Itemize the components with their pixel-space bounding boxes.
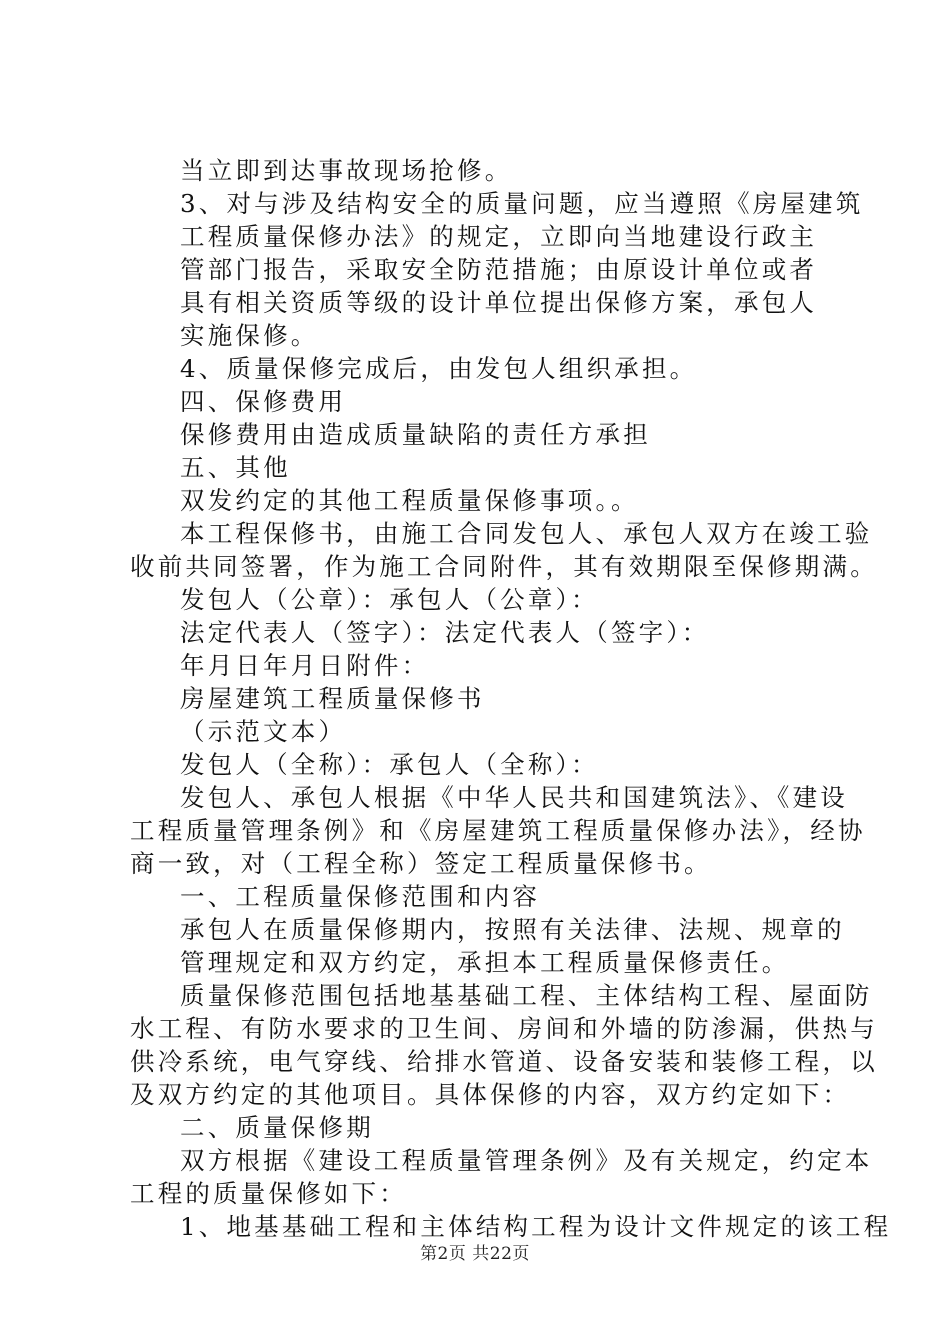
- text-line: 工程质量管理条例》和《房屋建筑工程质量保修办法》，经协: [130, 816, 866, 845]
- text-line: 工程质量保修办法》的规定，立即向当地建设行政主: [180, 222, 818, 251]
- document-subtitle: （示范文本）: [180, 717, 347, 746]
- text-line: 质量保修范围包括地基基础工程、主体结构工程、屋面防: [180, 981, 873, 1010]
- text-line: 管理规定和双方约定，承担本工程质量保修责任。: [180, 948, 790, 977]
- text-line: 发包人、承包人根据《中华人民共和国建筑法》、《建设: [180, 783, 848, 812]
- text-line: 发包人（公章）：承包人（公章）：: [180, 585, 599, 614]
- text-line: 年月日年月日附件：: [180, 651, 430, 680]
- text-line: 3、对与涉及结构安全的质量问题，应当遵照《房屋建筑: [180, 189, 864, 218]
- section-heading: 五、其他: [180, 453, 291, 482]
- text-line: 保修费用由造成质量缺陷的责任方承担: [180, 420, 651, 449]
- text-line: 承包人在质量保修期内，按照有关法律、法规、规章的: [180, 915, 845, 944]
- text-line: 水工程、有防水要求的卫生间、房间和外墙的防渗漏，供热与: [130, 1014, 878, 1043]
- text-line: 4、质量保修完成后，由发包人组织承担。: [180, 354, 698, 383]
- text-line: 本工程保修书，由施工合同发包人、承包人双方在竣工验: [180, 519, 873, 548]
- section-heading: 四、保修费用: [180, 387, 347, 416]
- text-line: 具有相关资质等级的设计单位提出保修方案，承包人: [180, 288, 818, 317]
- section-heading: 一、工程质量保修范围和内容: [180, 882, 541, 911]
- text-line: 实施保修。: [180, 321, 319, 350]
- document-title: 房屋建筑工程质量保修书: [180, 684, 485, 713]
- text-line: 双发约定的其他工程质量保修事项。。: [180, 486, 639, 515]
- text-line: 工程的质量保修如下：: [130, 1179, 407, 1208]
- page-number-footer: 第2页 共22页: [420, 1244, 530, 1264]
- text-line: 当立即到达事故现场抢修。: [180, 156, 513, 185]
- text-line: 商一致，对（工程全称）签定工程质量保修书。: [130, 849, 712, 878]
- text-line: 供冷系统，电气穿线、给排水管道、设备安装和装修工程，以: [130, 1047, 878, 1076]
- text-line: 法定代表人（签字）：法定代表人（签字）：: [180, 618, 710, 647]
- section-heading: 二、质量保修期: [180, 1113, 374, 1142]
- text-line: 及双方约定的其他项目。具体保修的内容，双方约定如下：: [130, 1080, 851, 1109]
- text-line: 收前共同签署，作为施工合同附件，其有效期限至保修期满。: [130, 552, 878, 581]
- text-line: 发包人（全称）：承包人（全称）：: [180, 750, 599, 779]
- text-line: 管部门报告，采取安全防范措施；由原设计单位或者: [180, 255, 818, 284]
- text-line: 1、地基基础工程和主体结构工程为设计文件规定的该工程: [180, 1212, 892, 1241]
- text-line: 双方根据《建设工程质量管理条例》及有关规定，约定本: [180, 1146, 873, 1175]
